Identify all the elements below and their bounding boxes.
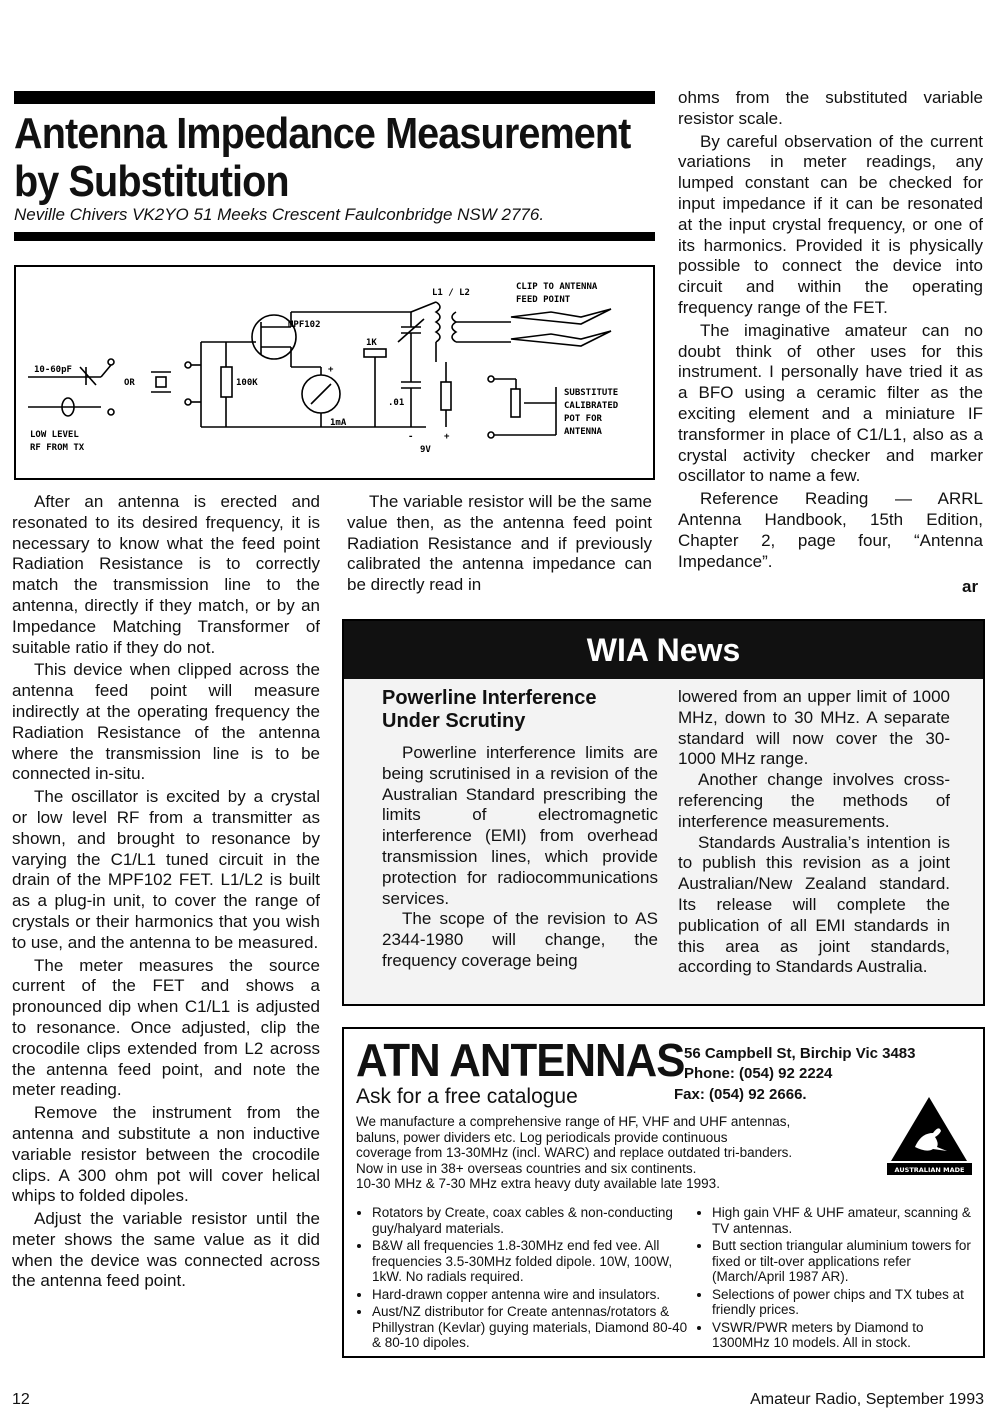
ad-fax: Fax: (054) 92 2666. (674, 1086, 807, 1103)
paragraph: This device when clipped across the antenna feed point will measure indirectly at the operating frequency the Radiation Resistance of the antenna where the transmission line is to be connected in-situ. (12, 660, 320, 784)
kangaroo-triangle-icon (887, 1095, 972, 1177)
paragraph: Powerline interference limits are being scrutinised in a revision of the Australian Standard prescribing the limits of electromagnetic interference (EMI) from overhead transmission lines, which provide protection for radiocommunications services. (382, 743, 658, 908)
wia-news-heading: WIA News (344, 621, 983, 679)
ad-bullet: • Butt section triangular aluminium towers for fixed or tilt-over applications refer (March/April 1987 AR). (712, 1238, 971, 1285)
article-column-1 (12, 492, 320, 1294)
byline: Neville Chivers VK2YO 51 Meeks Crescent Faulconbridge NSW 2776. (14, 205, 545, 224)
wia-news-body (344, 679, 983, 1004)
meter-plus-label: + (328, 365, 334, 375)
fet-label: MPF102 (288, 320, 321, 330)
ad-description (356, 1114, 886, 1192)
ad-bullet: • High gain VHF & UHF amateur, scanning & TV antennas. (712, 1205, 971, 1236)
resistor-100k-label: 100K (236, 378, 258, 388)
paragraph: Remove the instrument from the antenna and substitute a non inductive variable resistor between the crocodile clips. A 300 ohm pot will cover helical whips to folded dipoles. (12, 1103, 320, 1206)
journal-info: Amateur Radio, September 1993 (750, 1391, 984, 1408)
substitute-label-4: ANTENNA (564, 427, 602, 437)
paragraph: The oscillator is excited by a crystal or low level RF from a transmitter as shown, and brought to resonance by varying the C1/L1 tuned circuit in the drain of the MPF102 FET. L1/L2 is built as a plug-in unit, to cover the range of crystals or their harmonics that you wish to use, and the antenna to be measured. (12, 787, 320, 952)
wia-news-box (342, 619, 985, 1006)
ad-phone: Phone: (054) 92 2224 (684, 1065, 833, 1082)
coil-label: L1 / L2 (432, 288, 470, 298)
ad-bullets-left (356, 1205, 696, 1353)
paragraph: The imaginative amateur can no doubt think of other uses for this instrument. I personally have tried it as a BFO using a ceramic filter as the exciting element and a miniature IF transformer in place of C1/L1, also as a crystal activity checker and marker oscillator to name a few. (678, 320, 983, 486)
page-number: 12 (12, 1391, 30, 1408)
resistor-1k-label: 1K (366, 338, 377, 348)
title-top-rule (14, 91, 655, 104)
paragraph: The scope of the revision to AS 2344-1980 will change, the frequency coverage being (382, 909, 658, 970)
paragraph: lowered from an upper limit of 1000 MHz, down to 30 MHz. A separate standard will now cover the 30-1000 MHz range. (678, 687, 950, 769)
ad-desc-line: coverage from 13-30MHz (incl. WARC) and replace outdated tri-banders. (356, 1145, 793, 1160)
cap-01-label: .01 (388, 398, 405, 408)
substitute-label-3: POT FOR (564, 414, 602, 424)
rf-from-tx-label: RF FROM TX (30, 443, 85, 453)
end-mark: ar (962, 577, 979, 596)
paragraph: Another change involves cross-referencing the methods of interference measurements. (678, 770, 950, 831)
ad-company-name: ATN ANTENNAS (356, 1034, 685, 1086)
ad-desc-line: baluns, power dividers etc. Log periodicals provide continuous (356, 1129, 728, 1145)
title-bottom-rule (14, 232, 655, 241)
australian-made-logo (887, 1095, 972, 1177)
logo-text: AUSTRALIAN MADE (894, 1166, 965, 1174)
substitute-label-1: SUBSTITUTE (564, 388, 619, 398)
paragraph: After an antenna is erected and resonated to its desired frequency, it is necessary to know what the feed point Radiation Resistance is to correctly match the transmission line to the antenna, directly if they match, or by an Impedance Matching Transformer of suitable ratio if they do not. (12, 492, 320, 657)
ad-bullets-right (696, 1205, 971, 1353)
atn-advertisement (342, 1027, 985, 1358)
ad-desc-line: We manufacture a comprehensive range of HF, VHF and UHF antennas, (356, 1114, 791, 1129)
paragraph: Standards Australia’s intention is to publish this revision as a joint Australian/New Zealand standard. Its release will complete the publication of all EMI standards in this area as joint standards, according to Standards Australia. (678, 832, 950, 977)
paragraph: Reference Reading — ARRL Antenna Handbook, 15th Edition, Chapter 2, page four, “Antenna Impedance”. (678, 489, 983, 571)
paragraph: ohms from the substituted variable resistor scale. (678, 88, 983, 128)
battery-label: 9V (420, 445, 431, 455)
battery-plus-label: + (444, 432, 450, 442)
article-title (14, 110, 714, 206)
wia-subtitle-2: Under Scrutiny (382, 710, 526, 732)
title-line-2: by Substitution (14, 157, 289, 206)
ad-bullet: • Rotators by Create, coax cables & non-conducting guy/halyard materials. (372, 1205, 696, 1236)
article-column-2 (347, 492, 652, 598)
circuit-schematic (16, 267, 653, 478)
paragraph: By careful observation of the current variations in meter readings, any lumped constant can be checked for input impedance if it can be resonated at the input crystal frequency, or one of its harmonics. Provided it is physically possible to connect the device into circuit and within the operating frequency range of the FET. (678, 131, 983, 317)
article-column-3 (678, 88, 983, 574)
cap-label: 10-60pF (34, 365, 72, 375)
or-label: OR (124, 378, 135, 388)
ad-desc-line: Now in use in 38+ overseas countries and six continents. (356, 1160, 697, 1176)
ad-desc-line: 10-30 MHz & 7-30 MHz extra heavy duty available late 1993. (356, 1176, 720, 1191)
substitute-label-2: CALIBRATED (564, 401, 619, 411)
paragraph: Adjust the variable resistor until the meter shows the same value as it did when the device was connected across the antenna feed point. (12, 1209, 320, 1291)
paragraph: The variable resistor will be the same value then, as the antenna feed point Radiation Resistance and if previously calibrated the antenna impedance can be directly read in (347, 492, 652, 595)
clip-label-2: FEED POINT (516, 295, 571, 305)
ad-address: 56 Campbell St, Birchip Vic 3483 (684, 1045, 916, 1062)
circuit-diagram (14, 265, 655, 480)
ad-bullet: • VSWR/PWR meters by Diamond to 1300MHz 10 models. All in stock. (712, 1320, 971, 1351)
ad-bullet: • Aust/NZ distributor for Create antennas/rotators & Phillystran (Kevlar) guying materials, Diamond 80-40 & 80-10 dipoles. (372, 1304, 696, 1351)
paragraph: The meter measures the source current of the FET and shows a pronounced dip when C1/L1 is adjusted to resonance. Once adjusted, clip the crocodile clips extended from L2 across the antenna feed point, and note the meter reading. (12, 955, 320, 1100)
meter-label: 1mA (330, 418, 347, 428)
title-line-1: Antenna Impedance Measurement (14, 109, 631, 158)
battery-minus-label: - (408, 432, 414, 442)
ad-tagline: Ask for a free catalogue (356, 1085, 578, 1108)
low-level-label: LOW LEVEL (30, 430, 79, 440)
wia-subtitle-1: Powerline Interference (382, 687, 597, 709)
clip-label-1: CLIP TO ANTENNA (516, 282, 598, 292)
ad-bullet: • Hard-drawn copper antenna wire and insulators. (372, 1287, 696, 1303)
ad-bullet: • B&W all frequencies 1.8-30MHz end fed vee. All frequencies 3.5-30MHz folded dipole. 10W, 100W, 1kW. No radials required. (372, 1238, 696, 1285)
ad-bullet: • Selections of power chips and TX tubes at friendly prices. (712, 1287, 971, 1318)
